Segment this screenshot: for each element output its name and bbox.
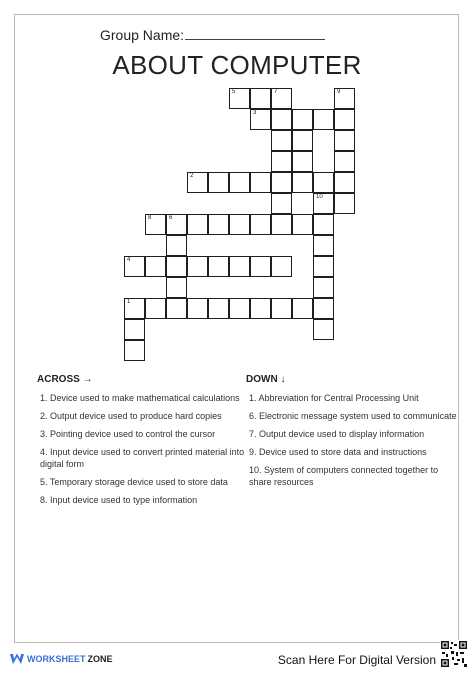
crossword-cell[interactable] <box>187 214 208 235</box>
crossword-cell[interactable] <box>334 109 355 130</box>
across-clue: 2. Output device used to produce hard copies <box>40 411 222 421</box>
crossword-cell[interactable] <box>208 298 229 319</box>
down-clue: 7. Output device used to display information <box>249 429 425 439</box>
across-clue: 3. Pointing device used to control the cursor <box>40 429 216 439</box>
crossword-cell[interactable] <box>313 298 334 319</box>
crossword-cell[interactable] <box>313 235 334 256</box>
crossword-cell[interactable] <box>334 88 355 109</box>
crossword-cell[interactable] <box>250 172 271 193</box>
clue-number: 10 <box>316 194 323 200</box>
crossword-cell[interactable] <box>166 256 187 277</box>
crossword-cell[interactable] <box>271 88 292 109</box>
across-heading-label: ACROSS <box>37 374 80 385</box>
crossword-cell[interactable] <box>271 172 292 193</box>
crossword-cell[interactable] <box>313 319 334 340</box>
logo-brand-text-2: ZONE <box>87 654 113 664</box>
crossword-cell[interactable] <box>208 256 229 277</box>
clue-number: 6 <box>169 215 173 221</box>
crossword-cell[interactable] <box>250 298 271 319</box>
crossword-cell[interactable] <box>292 109 313 130</box>
clue-number: 1 <box>127 299 131 305</box>
crossword-cell[interactable] <box>271 298 292 319</box>
crossword-cell[interactable] <box>271 109 292 130</box>
crossword-cell[interactable] <box>229 298 250 319</box>
qr-code-icon[interactable] <box>440 640 468 668</box>
crossword-cell[interactable] <box>229 214 250 235</box>
crossword-cell[interactable] <box>292 172 313 193</box>
crossword-cell[interactable] <box>166 298 187 319</box>
crossword-cell[interactable] <box>271 256 292 277</box>
worksheetzone-logo <box>10 653 113 665</box>
across-clue: 1. Device used to make mathematical calculations <box>40 393 240 403</box>
clue-number: 8 <box>148 215 152 221</box>
down-clue: 10. System of computers connected together to share resources <box>249 465 439 487</box>
crossword-cell[interactable] <box>334 193 355 214</box>
crossword-cell[interactable] <box>250 88 271 109</box>
crossword-cell[interactable] <box>313 256 334 277</box>
clue-number: 2 <box>190 173 194 179</box>
crossword-cell[interactable] <box>250 256 271 277</box>
crossword-cell[interactable] <box>250 109 271 130</box>
logo-w-icon <box>10 653 24 665</box>
down-clue: 9. Device used to store data and instructions <box>249 447 427 457</box>
crossword-cell[interactable] <box>313 193 334 214</box>
group-name-label: Group Name: <box>100 27 185 43</box>
crossword-cell[interactable] <box>271 214 292 235</box>
crossword-cell[interactable] <box>229 88 250 109</box>
down-heading <box>246 374 285 385</box>
across-heading <box>37 374 93 385</box>
crossword-cell[interactable] <box>124 340 145 361</box>
across-clue: 4. Input device used to convert printed material into digital form <box>40 447 245 469</box>
crossword-cell[interactable] <box>292 130 313 151</box>
crossword-cell[interactable] <box>313 214 334 235</box>
crossword-cell[interactable] <box>271 193 292 214</box>
across-clue-list <box>40 392 250 512</box>
down-arrow-icon: ↓ <box>280 374 286 385</box>
crossword-cell[interactable] <box>124 298 145 319</box>
crossword-cell[interactable] <box>166 277 187 298</box>
logo-brand-text-1: WORKSHEET <box>27 654 86 664</box>
crossword-cell[interactable] <box>250 214 271 235</box>
down-clue: 6. Electronic message system used to communicate <box>249 411 457 421</box>
crossword-cell[interactable] <box>334 130 355 151</box>
across-clue: 5. Temporary storage device used to store data <box>40 477 228 487</box>
clue-number: 7 <box>274 89 278 95</box>
crossword-cell[interactable] <box>187 172 208 193</box>
crossword-cell[interactable] <box>334 172 355 193</box>
crossword-cell[interactable] <box>292 298 313 319</box>
crossword-cell[interactable] <box>313 109 334 130</box>
clue-number: 9 <box>337 89 341 95</box>
crossword-cell[interactable] <box>187 298 208 319</box>
right-arrow-icon: → <box>82 374 93 385</box>
crossword-cell[interactable] <box>271 130 292 151</box>
crossword-cell[interactable] <box>208 172 229 193</box>
crossword-cell[interactable] <box>334 151 355 172</box>
page-title: ABOUT COMPUTER <box>112 50 362 80</box>
crossword-cell[interactable] <box>145 256 166 277</box>
crossword-cell[interactable] <box>229 172 250 193</box>
crossword-cell[interactable] <box>145 298 166 319</box>
crossword-cell[interactable] <box>208 214 229 235</box>
scan-caption: Scan Here For Digital Version <box>277 653 436 667</box>
crossword-cell[interactable] <box>166 214 187 235</box>
crossword-cell[interactable] <box>124 319 145 340</box>
group-name-blank-line[interactable] <box>185 27 325 40</box>
crossword-cell[interactable] <box>313 277 334 298</box>
clue-number: 5 <box>232 89 236 95</box>
down-heading-label: DOWN <box>246 374 278 385</box>
down-clue: 1. Abbreviation for Central Processing Unit <box>249 393 419 403</box>
crossword-cell[interactable] <box>292 151 313 172</box>
crossword-cell[interactable] <box>271 151 292 172</box>
crossword-cell[interactable] <box>292 214 313 235</box>
crossword-cell[interactable] <box>229 256 250 277</box>
crossword-cell[interactable] <box>124 256 145 277</box>
group-name-field[interactable] <box>100 27 325 43</box>
crossword-cell[interactable] <box>187 256 208 277</box>
down-clue-list <box>249 392 459 494</box>
clue-number: 4 <box>127 257 131 263</box>
clue-number: 3 <box>253 110 257 116</box>
crossword-cell[interactable] <box>313 172 334 193</box>
crossword-cell[interactable] <box>145 214 166 235</box>
across-clue: 8. Input device used to type information <box>40 495 198 505</box>
crossword-cell[interactable] <box>166 235 187 256</box>
